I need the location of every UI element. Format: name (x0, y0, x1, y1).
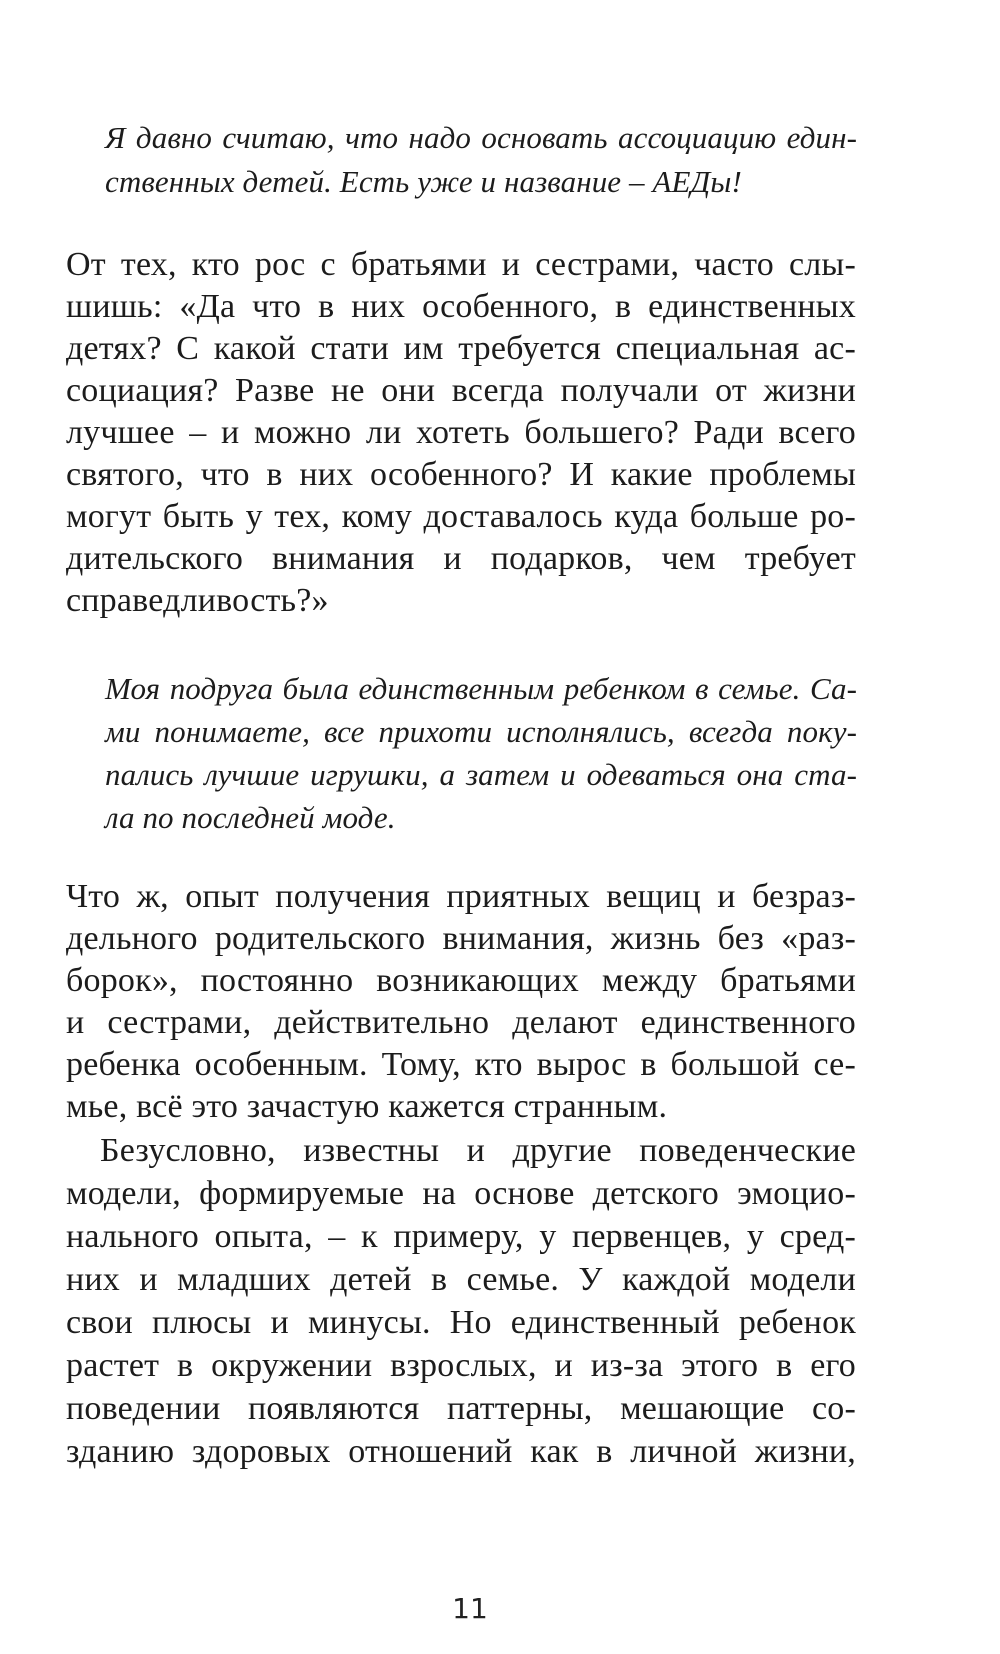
quote-2-line-2: ми понимаете, все прихоти исполнялись, всегда поку- (105, 714, 857, 749)
paragraph-2-line-2: дельного родительского внимания, жизнь без «раз- (66, 920, 856, 957)
paragraph-1-line-8: дительского внимания и подарков, чем требует (66, 540, 856, 577)
page-number: 11 (452, 1592, 488, 1625)
quote-2-line-4: ла по последней моде. (105, 800, 396, 835)
quote-1-line-2: ственных детей. Есть уже и название – АЕДы! (105, 164, 742, 199)
paragraph-3-line-5: свои плюсы и минусы. Но единственный ребенок (66, 1304, 856, 1341)
paragraph-3-line-8: зданию здоровых отношений как в личной жизни, (66, 1433, 856, 1470)
paragraph-1-line-6: святого, что в них особенного? И какие проблемы (66, 456, 856, 493)
paragraph-2-line-3: борок», постоянно возникающих между братьями (66, 962, 856, 999)
paragraph-2-line-1: Что ж, опыт получения приятных вещиц и безраз- (66, 878, 856, 915)
paragraph-1-line-3: детях? С какой стати им требуется специальная ас- (66, 330, 856, 367)
paragraph-3-line-6: растет в окружении взрослых, и из-за этого в его (66, 1347, 856, 1384)
paragraph-3-line-1: Безусловно, известны и другие поведенческие (100, 1132, 856, 1169)
paragraph-3-line-2: модели, формируемые на основе детского эмоцио- (66, 1175, 856, 1212)
paragraph-1-line-9: справедливость?» (66, 582, 329, 619)
quote-1-line-1: Я давно считаю, что надо основать ассоциацию един- (105, 120, 857, 155)
paragraph-2-line-5: ребенка особенным. Тому, кто вырос в большой се- (66, 1046, 856, 1083)
paragraph-2-line-4: и сестрами, действительно делают единственного (66, 1004, 856, 1041)
paragraph-1-line-5: лучшее – и можно ли хотеть большего? Ради всего (66, 414, 856, 451)
paragraph-1-line-1: От тех, кто рос с братьями и сестрами, часто слы- (66, 246, 856, 283)
paragraph-1-line-2: шишь: «Да что в них особенного, в единственных (66, 288, 856, 325)
quote-2-line-3: пались лучшие игрушки, а затем и одеваться она ста- (105, 757, 857, 792)
paragraph-2-line-6: мье, всё это зачастую кажется странным. (66, 1088, 668, 1125)
paragraph-3-line-7: поведении появляются паттерны, мешающие со- (66, 1390, 856, 1427)
paragraph-1-line-7: могут быть у тех, кому доставалось куда больше ро- (66, 498, 856, 535)
paragraph-1-line-4: социация? Разве не они всегда получали от жизни (66, 372, 856, 409)
paragraph-3-line-3: нального опыта, – к примеру, у первенцев, у сред- (66, 1218, 856, 1255)
paragraph-3-line-4: них и младших детей в семье. У каждой модели (66, 1261, 856, 1298)
quote-2-line-1: Моя подруга была единственным ребенком в семье. Са- (105, 671, 857, 706)
